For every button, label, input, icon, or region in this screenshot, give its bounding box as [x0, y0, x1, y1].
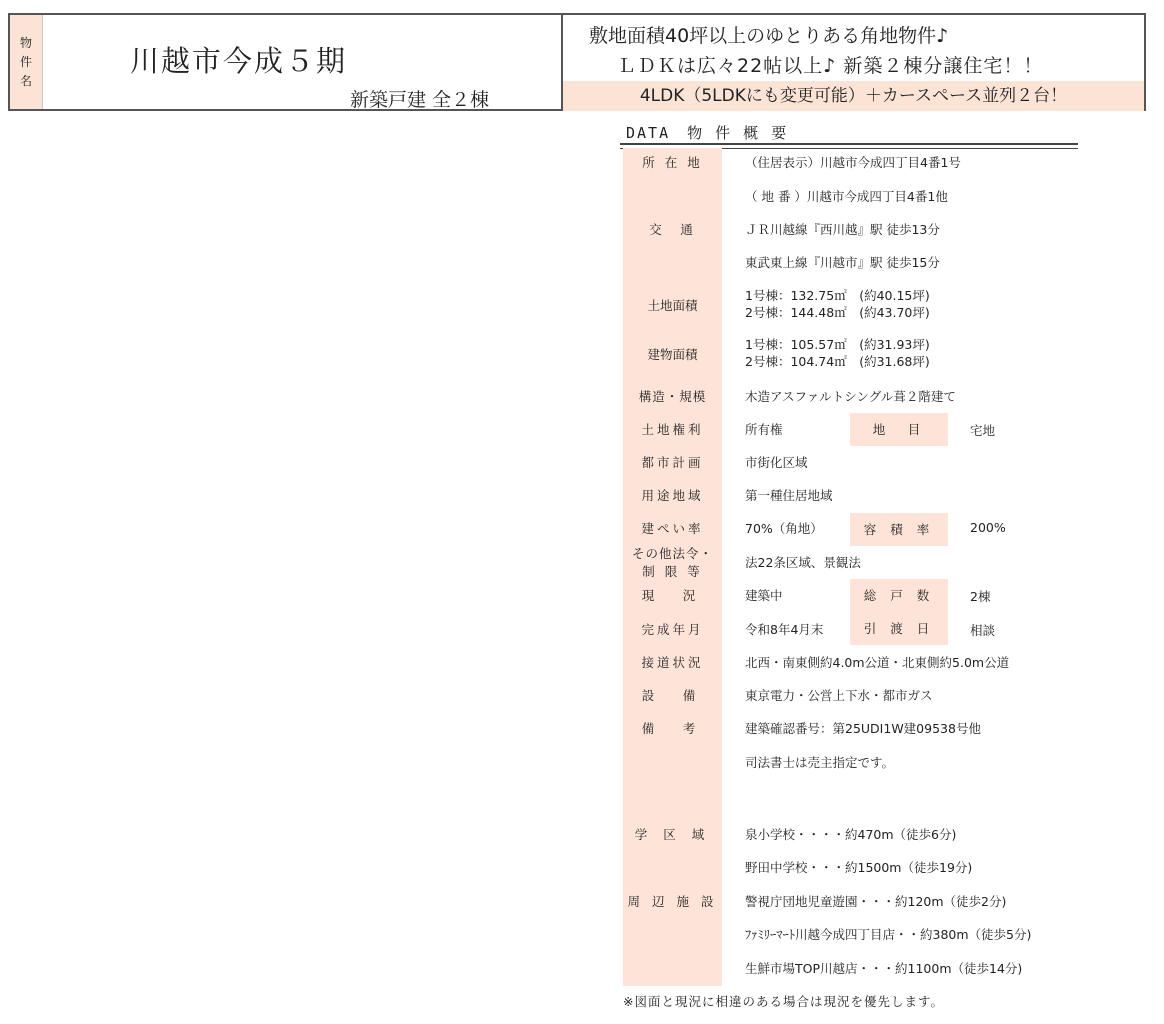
- catchcopy-line-3: 4LDK（5LDKにも変更可能）＋カースペース並列２台！: [563, 81, 1144, 111]
- value-delivery: 相談: [970, 623, 996, 638]
- value-zoning: 第一種住居地域: [745, 488, 833, 503]
- label-land-category: 地 目: [850, 413, 948, 446]
- value-completion: 令和8年4月末: [745, 622, 824, 637]
- property-name-box: [8, 13, 562, 111]
- label-city-planning: 都市計画: [641, 455, 704, 470]
- property-subtitle: 新築戸建 全２棟: [350, 89, 490, 111]
- value-land-1: 1号棟：132.75㎡ (約40.15坪): [745, 288, 930, 303]
- label-structure: 構造・規模: [638, 389, 707, 404]
- value-land-2: 2号棟：144.48㎡ (約43.70坪): [745, 305, 930, 320]
- value-facilities: 東京電力・公営上下水・都市ガス: [745, 688, 933, 703]
- label-other-laws-2: 制 限 等: [642, 564, 703, 579]
- disclaimer-note: ※図面と現況に相違のある場合は現況を優先します。: [623, 994, 944, 1009]
- value-location-2: （ 地 番 ）川越市今成四丁目4番1他: [745, 189, 948, 204]
- label-total-units: 総 戸 数: [850, 579, 948, 612]
- value-coverage: 70%（角地）: [745, 521, 823, 536]
- value-floor-ratio: 200%: [970, 520, 1006, 535]
- label-char: 物: [19, 35, 32, 50]
- label-location: 所 在 地: [642, 155, 703, 170]
- label-facilities: 設 備: [641, 688, 704, 703]
- label-char: 件: [19, 54, 32, 69]
- value-land-rights: 所有権: [745, 422, 783, 437]
- label-traffic: 交 通: [649, 222, 696, 237]
- label-land-rights: 土地権利: [641, 422, 704, 437]
- label-building-area: 建物面積: [647, 347, 698, 362]
- label-school: 学 区 域: [634, 827, 711, 842]
- label-status: 現 況: [641, 588, 704, 603]
- value-traffic-1: ＪＲ川越線『西川越』駅 徒歩13分: [745, 222, 940, 237]
- value-status: 建築中: [745, 588, 783, 603]
- catchcopy-box: [562, 13, 1146, 111]
- value-nearby-2: ﾌｧﾐﾘｰﾏｰﾄ川越今成四丁目店・・約380m（徒歩5分): [745, 927, 1032, 942]
- value-school-1: 泉小学校・・・・約470m（徒歩6分): [745, 827, 957, 842]
- value-structure: 木造アスファルトシングル葺２階建て: [745, 389, 956, 404]
- value-other-laws: 法22条区域、景観法: [745, 555, 861, 570]
- label-char: 名: [19, 73, 32, 88]
- property-name-label: [10, 15, 43, 109]
- value-remarks-1: 建築確認番号：第25UDI1W建09538号他: [745, 721, 981, 736]
- catchcopy-line-1: 敷地面積40坪以上のゆとりある角地物件♪: [589, 25, 949, 47]
- value-nearby-3: 生鮮市場TOP川越店・・・約1100m（徒歩14分): [745, 961, 1023, 976]
- label-nearby: 周 辺 施 設: [627, 894, 718, 909]
- label-land-area: 土地面積: [647, 298, 698, 313]
- value-building-1: 1号棟：105.57㎡ (約31.93坪): [745, 337, 930, 352]
- property-title: 川越市今成５期: [130, 44, 348, 78]
- catchcopy-line-2: ＬＤＫは広々22帖以上♪ 新築２棟分譲住宅！！: [617, 55, 1044, 77]
- value-building-2: 2号棟：104.74㎡ (約31.68坪): [745, 354, 930, 369]
- label-coverage: 建ぺい率: [641, 521, 704, 536]
- value-road: 北西・南東側約4.0m公道・北東側約5.0m公道: [745, 655, 1010, 670]
- label-zoning: 用途地域: [641, 488, 704, 503]
- label-delivery: 引 渡 日: [850, 612, 948, 645]
- value-city-planning: 市街化区域: [745, 455, 808, 470]
- value-traffic-2: 東武東上線『川越市』駅 徒歩15分: [745, 255, 940, 270]
- value-total-units: 2棟: [970, 589, 991, 604]
- value-land-category: 宅地: [970, 423, 996, 438]
- label-other-laws-1: その他法令・: [631, 546, 713, 561]
- value-remarks-2: 司法書士は売主指定です。: [745, 755, 895, 770]
- label-remarks: 備 考: [641, 721, 704, 736]
- label-floor-ratio: 容 積 率: [850, 513, 948, 546]
- label-road: 接道状況: [641, 655, 704, 670]
- value-location-1: （住居表示）川越市今成四丁目4番1号: [745, 155, 961, 170]
- label-completion: 完成年月: [641, 622, 704, 637]
- value-school-2: 野田中学校・・・約1500m（徒歩19分): [745, 860, 973, 875]
- value-nearby-1: 警視庁団地児童遊園・・・約120m（徒歩2分): [745, 894, 1007, 909]
- data-title: DATA 物 件 概 要: [626, 124, 789, 142]
